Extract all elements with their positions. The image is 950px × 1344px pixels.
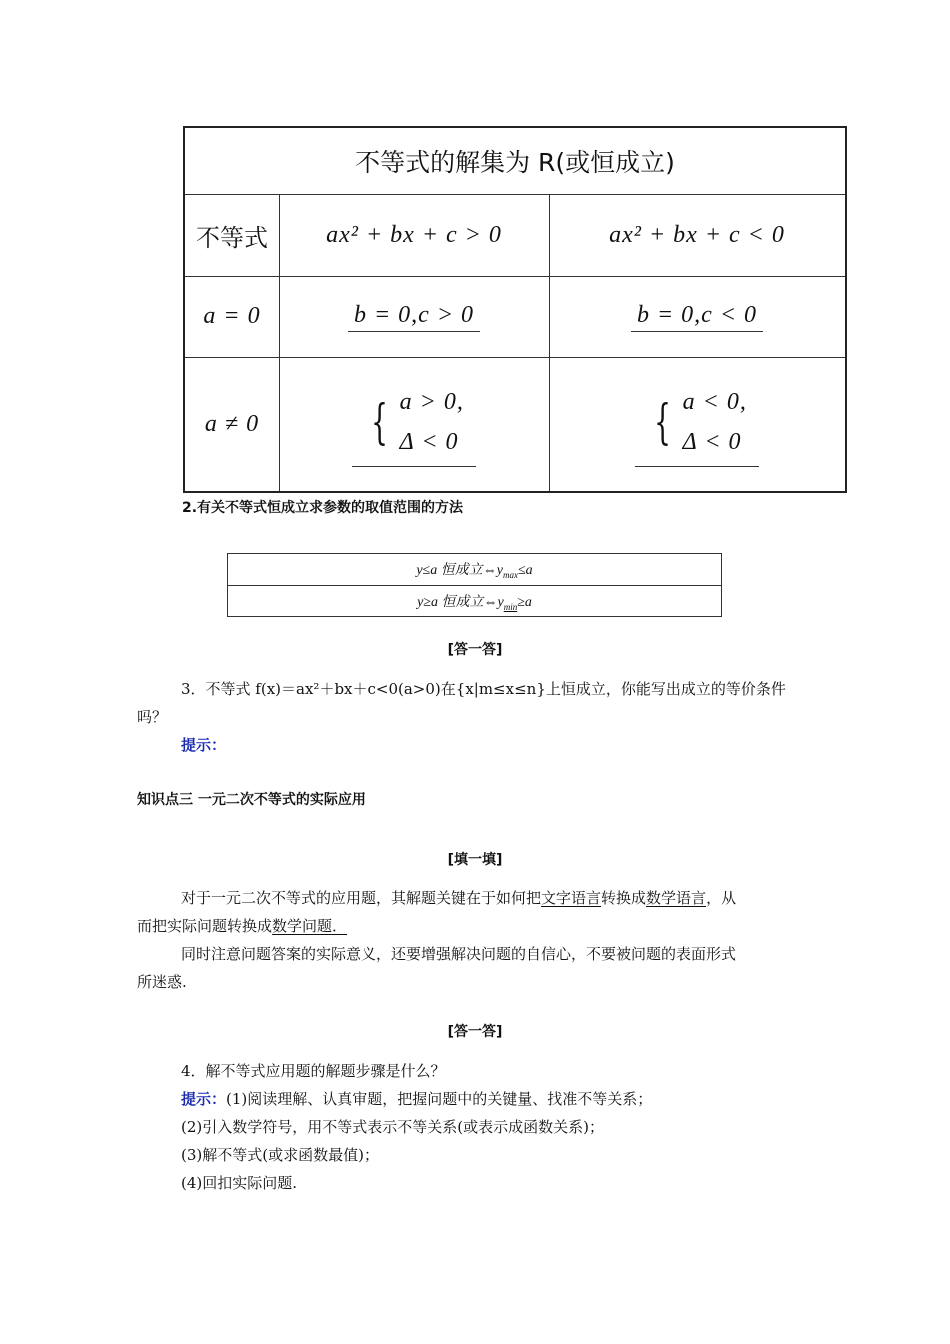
answer-heading: [答一答] [447,642,503,658]
row-a-zero-greater: b = 0,c > 0 [279,276,549,357]
knowledge-point-title: 知识点三 一元二次不等式的实际应用 [137,792,366,808]
row-a-nonzero-greater: { a > 0, Δ < 0 [279,357,549,491]
table-row: y≥a 恒成立$\Leftrightarrow y_{min}\ge a$ [228,585,721,617]
row-a-zero-label: a = 0 [203,303,261,329]
row-a-zero-less: b = 0,c < 0 [549,276,845,357]
section-2-title: 2.有关不等式恒成立求参数的取值范围的方法 [182,500,464,516]
fill-heading: [填一填] [447,852,503,868]
header-greater: ax² + bx + c > 0 [326,221,502,248]
question-3: 3．不等式 f(x)＝ax²＋bx＋c<0(a>0)在{x|m≤x≤n}上恒成立，你能写出成立的等价条件 吗？ 提示： [137,675,827,759]
row-a-nonzero-label: a ≠ 0 [204,410,260,437]
header-less: ax² + bx + c < 0 [609,221,785,248]
hint-label: 提示： [181,736,227,754]
answer-heading-2: [答一答] [447,1024,503,1040]
fill-paragraph: 对于一元二次不等式的应用题，其解题关键在于如何把文字语言转换成数学语言，从 而把实际问题转换成数学问题． 同时注意问题答案的实际意义，还要增强解决问题的自信心，不要被问题的表面形式 所迷惑. [137,889,737,991]
question-4: 4．解不等式应用题的解题步骤是什么？ 提示：(1)阅读理解、认真审题，把握问题中的关键量、找准不等关系； (2)引入数学符号，用不等式表示不等关系(或表示成函数关系)； (3)解不等式(或求函数最值)； (4)回扣实际问题. [181,1062,653,1192]
hint-label: 提示： [181,1090,227,1108]
table-row: y≤a 恒成立$\Leftrightarrow y_{max}\le a$ [416,563,533,580]
table-title: 不等式的解集为 R(或恒成立) [355,148,675,177]
constant-hold-table [227,553,722,617]
solution-set-table [183,126,847,493]
header-label: 不等式 [196,223,268,252]
row-a-nonzero-less: { a < 0, Δ < 0 [549,357,845,491]
